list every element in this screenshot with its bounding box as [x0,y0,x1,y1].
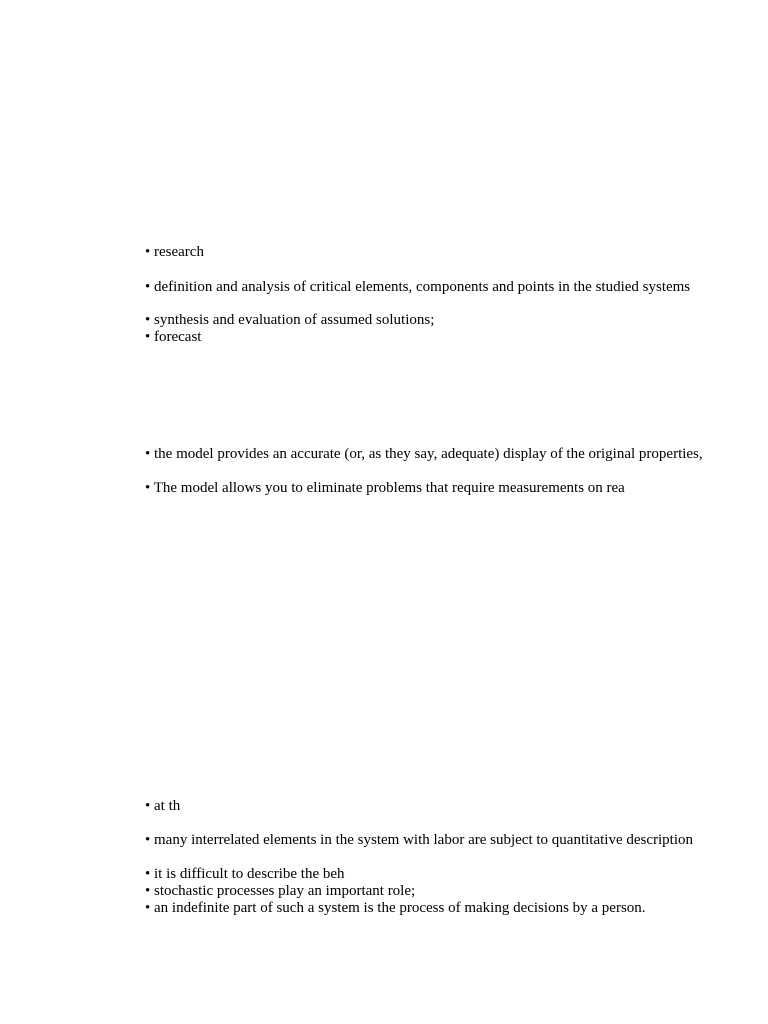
list-item: • synthesis and evaluation of assumed solutions; [145,312,435,328]
list-item: • The model allows you to eliminate problems that require measurements on rea [145,480,625,496]
list-item: • definition and analysis of critical elements, components and points in the studied systems [145,279,691,295]
list-item: • an indefinite part of such a system is the process of making decisions by a person. [145,900,646,916]
list-item: • at th [145,798,181,814]
list-item: • the model provides an accurate (or, as they say, adequate) display of the original properties, [145,446,703,462]
list-item: • it is difficult to describe the beh [145,866,345,882]
list-item: • forecast [145,329,202,345]
list-item: • many interrelated elements in the system with labor are subject to quantitative description [145,832,694,848]
list-item: • stochastic processes play an important role; [145,883,416,899]
list-item: • research [145,244,204,260]
